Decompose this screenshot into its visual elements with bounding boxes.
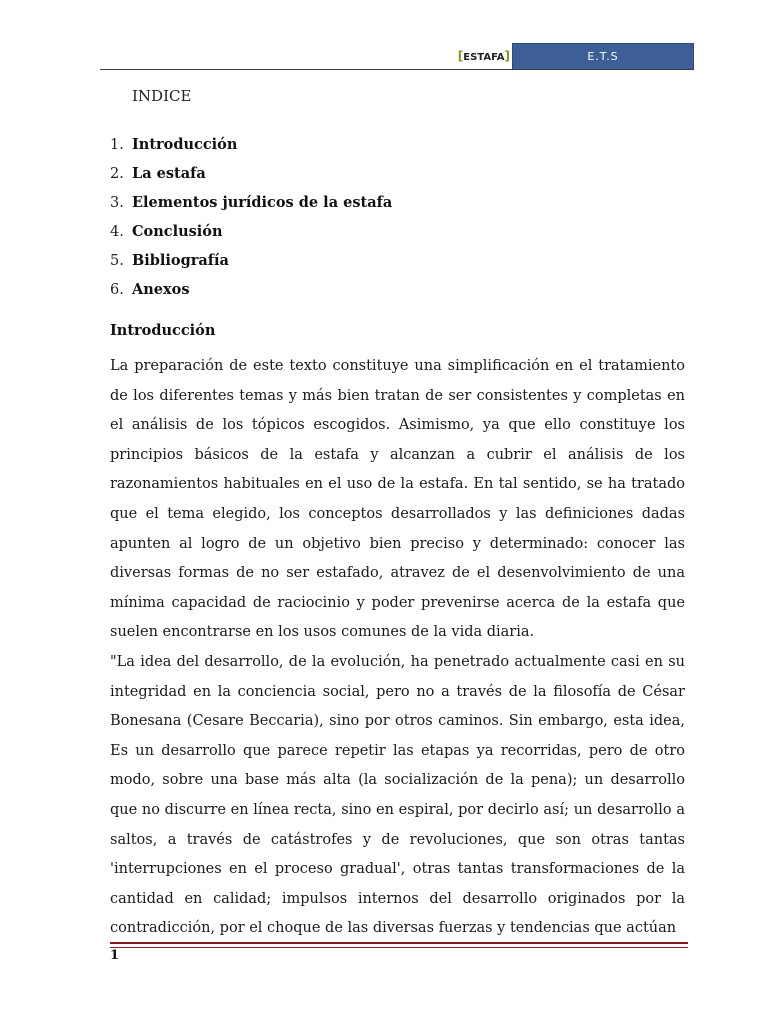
header-bracket-open: [ [457,49,464,63]
toc-item [110,159,590,188]
footer-rule [110,942,688,948]
toc-item [110,275,590,304]
toc-item [110,130,590,159]
toc-item-label: Conclusión [132,223,223,240]
table-of-contents [110,130,590,304]
header-tag [396,49,510,67]
toc-item-label: Anexos [132,281,190,298]
header-tag-text: ESTAFA [463,52,505,63]
header-rule [100,69,694,70]
section-heading: Introducción [110,322,216,339]
toc-item-number: 2. [110,165,124,182]
header-bracket-close: ] [504,49,510,63]
index-title: INDICE [132,87,192,105]
paragraph: La preparación de este texto constituye una simplificación en el tratamiento de los diferentes temas y más bien tratan de ser consistentes y completas en el análisis de los tópicos escogidos. Asimismo, ya que ello constituye los principios básicos de la estafa y alcanzan a cubrir el análisis de los razonamientos habituales en el uso de la estafa. En tal sentido, se ha tratado que el tema elegido, los conceptos desarrollados y las definiciones dadas apunten al logro de un objetivo bien preciso y determinado: conocer las diversas formas de no ser estafado, atravez de el desenvolvimiento de una mínima capacidad de raciocinio y poder prevenirse acerca de la estafa que suelen encontrarse en los usos comunes de la vida diaria. [110,358,685,641]
toc-item-number: 6. [110,281,124,298]
toc-item-label: Elementos jurídicos de la estafa [132,194,393,211]
body-text [110,352,685,944]
toc-item-label: Bibliografía [132,252,229,269]
toc-item-number: 4. [110,223,124,240]
page-number: 1 [110,948,120,963]
toc-item-label: La estafa [132,165,206,182]
toc-item-number: 3. [110,194,124,211]
toc-item-label: Introducción [132,136,238,153]
paragraph: "La idea del desarrollo, de la evolución, ha penetrado actualmente casi en su integridad en la conciencia social, pero no a través de la filosofía de César Bonesana (Cesare Beccaria), sino por otros caminos. Sin embargo, esta idea, Es un desarrollo que parece repetir las etapas ya recorridas, pero de otro modo, sobre una base más alta (la socialización de la pena); un desarrollo que no discurre en línea recta, sino en espiral, por decirlo así; un desarrollo a saltos, a través de catástrofes y de revoluciones, que son otras tantas 'interrupciones en el proceso gradual', otras tantas transformaciones de la cantidad en calidad; impulsos internos del desarrollo originados por la contradicción, por el choque de las diversas fuerzas y tendencias que actúan [110,653,685,937]
toc-item-number: 5. [110,252,124,269]
toc-item-number: 1. [110,136,124,153]
toc-item [110,246,590,275]
header-box-text: E.T.S [587,50,619,63]
header-title-box [512,43,694,70]
toc-item [110,217,590,246]
toc-item [110,188,590,217]
